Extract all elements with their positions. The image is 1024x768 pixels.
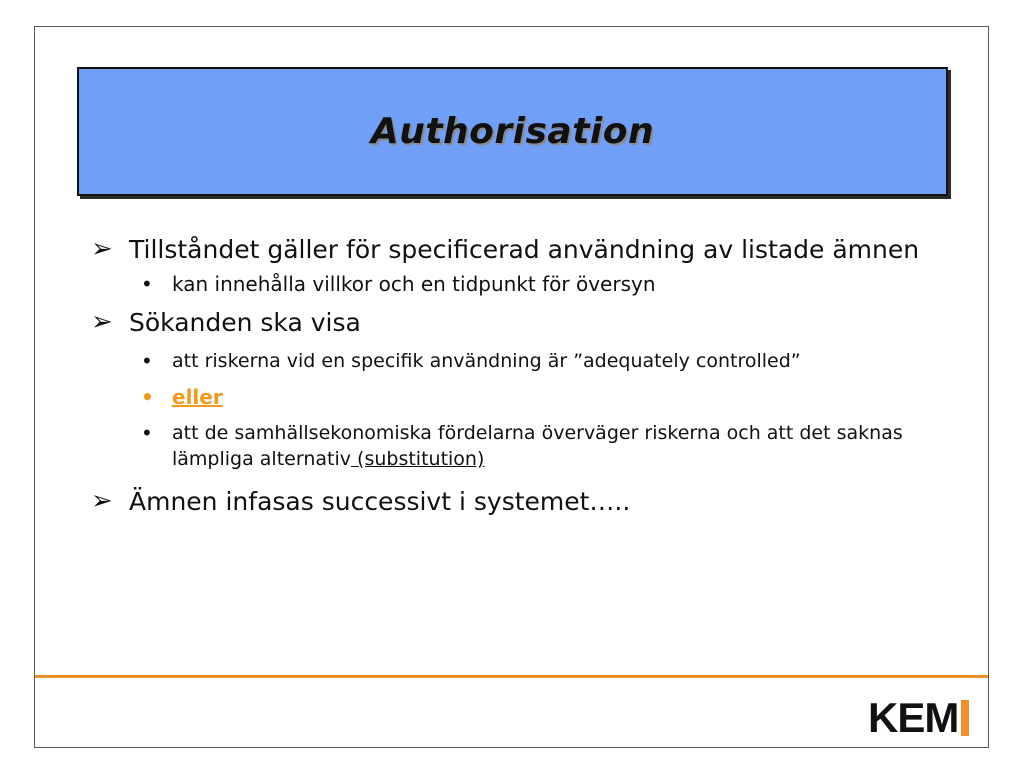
sub-bullet-item: [89, 420, 949, 472]
bullet-text: Ämnen infasas successivt i systemet…..: [129, 487, 631, 516]
slide: [34, 26, 989, 748]
arrow-bullet-icon: ➢: [91, 486, 113, 516]
logo-text: KEM: [868, 694, 959, 741]
bullet-item: [89, 484, 949, 519]
bullet-list: [89, 232, 949, 519]
bullet-item: [89, 232, 949, 267]
arrow-bullet-icon: ➢: [91, 307, 113, 337]
footer-divider: [35, 675, 988, 678]
slide-title: Authorisation: [370, 111, 655, 152]
bullet-item: [89, 305, 949, 340]
sub-bullet-item: [89, 271, 949, 297]
sub-bullet-underlined-text: (substitution): [351, 448, 485, 470]
kemi-logo: [868, 693, 969, 739]
bullet-text: Tillståndet gäller för specificerad användning av listade ämnen: [129, 235, 920, 264]
dot-bullet-icon: •: [141, 385, 154, 409]
dot-bullet-icon: •: [141, 349, 153, 373]
logo-bar-icon: [961, 700, 969, 736]
bullet-text: Sökanden ska visa: [129, 308, 361, 337]
dot-bullet-icon: •: [141, 421, 153, 445]
title-box: [77, 67, 948, 196]
sub-bullet-item: [89, 348, 949, 374]
arrow-bullet-icon: ➢: [91, 234, 113, 264]
sub-bullet-text: kan innehålla villkor och en tidpunkt för översyn: [172, 272, 656, 296]
dot-bullet-icon: •: [141, 272, 153, 296]
sub-bullet-item-highlight: [89, 384, 949, 410]
sub-bullet-text: att de samhällsekonomiska fördelarna överväger riskerna och att det saknas lämpliga alternativ: [172, 422, 903, 470]
sub-bullet-text: att riskerna vid en specifik användning är ”adequately controlled”: [172, 350, 801, 372]
sub-bullet-text: eller: [172, 385, 223, 409]
